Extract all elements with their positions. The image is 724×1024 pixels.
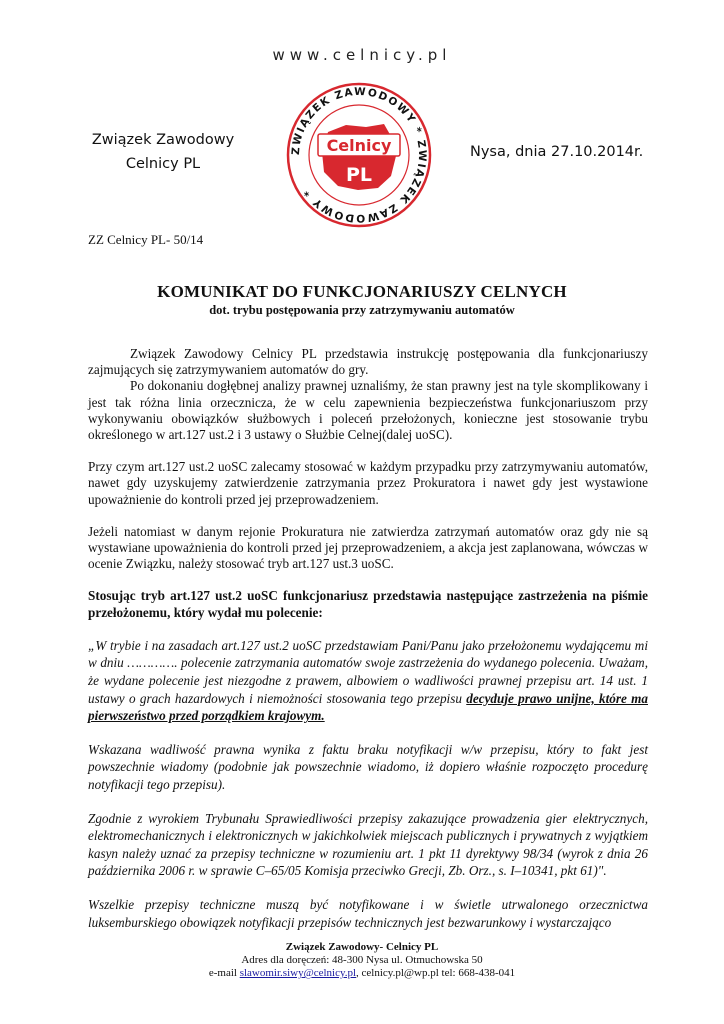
- union-logo: [284, 80, 434, 230]
- footer-address: Adres dla doręczeń: 48-300 Nysa ul. Otmuchowska 50: [241, 954, 483, 966]
- website-address: www.celnicy.pl: [272, 46, 452, 64]
- logo-word-celnicy: Celnicy: [326, 136, 392, 155]
- document-body: [88, 346, 648, 931]
- paragraph-analysis: Po dokonaniu dogłębnej analizy prawnej uznaliśmy, że stan prawny jest na tyle skomplikowany i jest tak różna linia orzecznicza, że w celu zapewnienia bezpieczeństwa funkcjonariuszom przy wykonywaniu obowiązków służbowych i poleceń przełożonych, konieczne jest stosowanie trybu określonego w art.127 ust.2 i 3 ustawy o Służbie Celnej(dalej uoSC).: [88, 378, 648, 443]
- footer-contact-rest: , celnicy.pl@wp.pl tel: 668-438-041: [356, 967, 516, 979]
- footer-contact: [0, 967, 724, 980]
- logo-word-pl: PL: [345, 164, 373, 186]
- paragraph-art127-ust2: Przy czym art.127 ust.2 uoSC zalecamy stosować w każdym przypadku przy zatrzymywaniu automatów, nawet gdy uzyskujemy zatwierdzenie zatrzymania przez Prokuratora i nawet gdy jest wystawione upoważnienie do kontroli przed jej przeprowadzeniem.: [88, 459, 648, 507]
- document-title: KOMUNIKAT DO FUNKCJONARIUSZY CELNYCH: [157, 282, 567, 301]
- document-subtitle: dot. trybu postępowania przy zatrzymywaniu automatów: [209, 303, 515, 317]
- paragraph-instruction: Stosując tryb art.127 ust.2 uoSC funkcjonariusz przedstawia następujące zastrzeżenia na piśmie przełożonemu, który wydał mu polecenie:: [88, 588, 648, 620]
- union-name-line1: Związek Zawodowy: [91, 132, 235, 148]
- paragraph-art127-ust3: Jeżeli natomiast w danym rejonie Prokuratura nie zatwierdza zatrzymań automatów oraz gdy nie są wystawiane upoważnienia do kontroli przed jej przeprowadzeniem, a akcja jest zaplanowana, wówczas w ocenie Związku, należy stosować tryb art.127 ust.3 uoSC.: [88, 523, 648, 572]
- quote-technical-rules: Wszelkie przepisy techniczne muszą być notyfikowane i w świetle utrwalonego orzecznictwa luksemburskiego obowiązek notyfikacji przepisów technicznych jest bezwarunkowy i wystarczająco: [88, 896, 648, 930]
- quote-tsue-ruling: Zgodnie z wyrokiem Trybunału Sprawiedliwości przepisy zakazujące prowadzenia gier elektrycznych, elektromechanicznych i elektronicznych w jakichkolwiek miejscach publicznych i prywatnych z wyjątkiem kasyn należy uznać za przepisy techniczne w rozumieniu art. 1 pkt 11 dyrektywy 98/34 (wyrok z dnia 26 października 2006 r. w sprawie C–65/05 Komisja przeciwko Grecji, Zb. Orz., s. I–10341, pkt 61)".: [88, 810, 648, 879]
- footer-union-name: Związek Zawodowy- Celnicy PL: [285, 941, 439, 953]
- quote-objection-text: „W trybie i na zasadach art.127 ust.2 uoSC przedstawiam Pani/Panu jako przełożonemu wydającemu mi w dniu …………. polecenie zatrzymania automatów swoje zastrzeżenia do wydanego polecenia. Uważam, że wydane polecenie jest niezgodne z prawem, albowiem o wadliwości prawnej przepisu art. 14 ust. 1 ustawy o grach hazardowych i niemożności stosowania tego przepisu: [88, 637, 648, 706]
- union-name: [88, 128, 238, 176]
- page-footer: [0, 941, 724, 980]
- union-name-line2: Celnicy PL: [125, 156, 201, 172]
- quote-objection: [88, 637, 648, 725]
- place-date: Nysa, dnia 27.10.2014r.: [470, 144, 644, 160]
- quote-notification: Wskazana wadliwość prawna wynika z faktu braku notyfikacji w/w przepisu, który to fakt jest powszechnie wiadomy (podobnie jak powszechnie wiadomo, iż dopiero właśnie rozpoczęto procedurę notyfikacji tego przepisu).: [88, 741, 648, 792]
- quote-objection-emphasis: decyduje prawo unijne, które ma pierwszeństwo przed porządkiem krajowym.: [88, 690, 648, 724]
- reference-number: ZZ Celnicy PL- 50/14: [88, 232, 204, 247]
- logo-ring-text: ZWIĄZEK ZAWODOWY * ZWIĄZEK ZAWODOWY *: [289, 85, 429, 225]
- footer-email-prefix: e-mail: [208, 967, 240, 979]
- footer-email-link[interactable]: slawomir.siwy@celnicy.pl: [239, 967, 357, 979]
- paragraph-intro: Związek Zawodowy Celnicy PL przedstawia instrukcję postępowania dla funkcjonariuszy zajmujących się zatrzymywaniem automatów do gry.: [88, 346, 648, 378]
